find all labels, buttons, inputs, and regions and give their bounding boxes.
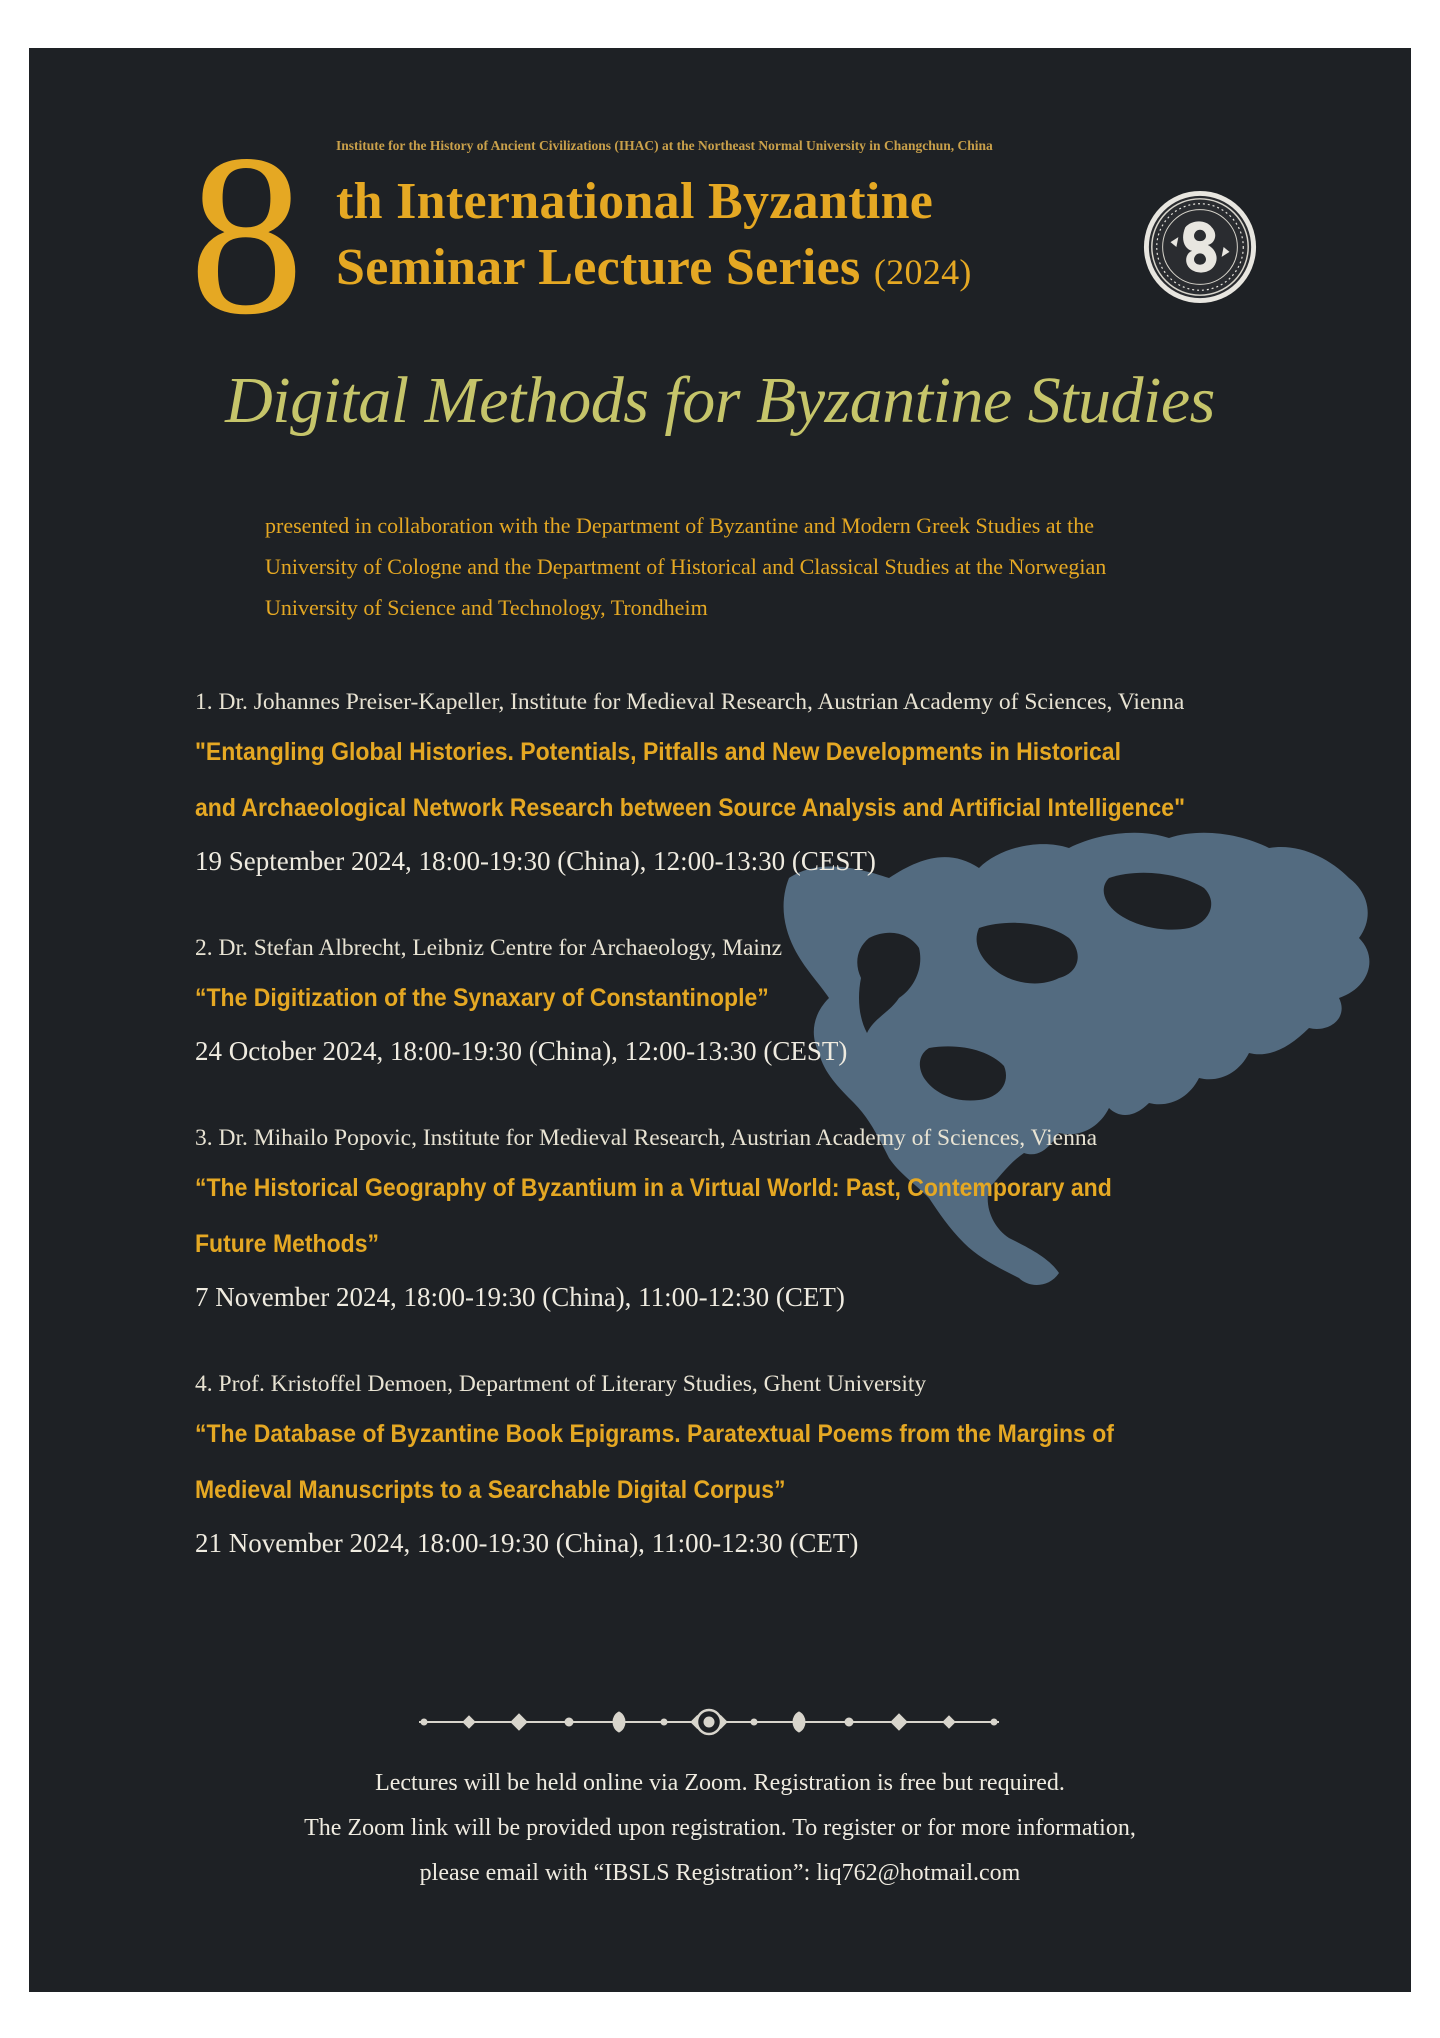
lecture-title: Medieval Manuscripts to a Searchable Digital Corpus” <box>195 1476 786 1504</box>
series-title-line-2 <box>336 238 972 297</box>
lecture-item <box>195 1116 1385 1322</box>
decorative-divider-icon <box>409 1702 1009 1742</box>
lecture-date: 24 October 2024, 18:00-19:30 (China), 12:00-13:30 (CEST) <box>195 1036 848 1066</box>
collaboration-note <box>265 505 1325 628</box>
lecture-item <box>195 1362 1385 1568</box>
lecture-series-subtitle: Digital Methods for Byzantine Studies <box>225 364 1215 437</box>
ihac-seal-icon <box>1141 188 1259 306</box>
lecture-list <box>195 680 1385 1608</box>
lecture-date: 21 November 2024, 18:00-19:30 (China), 11:00-12:30 (CET) <box>195 1528 859 1558</box>
lecture-speaker: 1. Dr. Johannes Preiser-Kapeller, Institute for Medieval Research, Austrian Academy of Sciences, Vienna <box>195 689 1185 715</box>
collaboration-line: University of Cologne and the Department of Historical and Classical Studies at the Norwegian <box>265 554 1107 579</box>
series-title-line-1: th International Byzantine <box>336 173 934 230</box>
lecture-item <box>195 680 1385 886</box>
lecture-speaker: 4. Prof. Kristoffel Demoen, Department of Literary Studies, Ghent University <box>195 1371 927 1397</box>
footer-line: Lectures will be held online via Zoom. Registration is free but required. <box>375 1770 1065 1796</box>
lecture-title: Future Methods” <box>195 1230 379 1258</box>
footer-line: The Zoom link will be provided upon registration. To register or for more information, <box>304 1815 1136 1841</box>
footer-line: please email with “IBSLS Registration”: liq762@hotmail.com <box>419 1860 1021 1886</box>
lecture-title: “The Database of Byzantine Book Epigrams. Paratextual Poems from the Margins of <box>195 1420 1114 1448</box>
lecture-item <box>195 926 1385 1076</box>
lecture-title: "Entangling Global Histories. Potentials, Pitfalls and New Developments in Historical <box>195 738 1121 766</box>
lecture-date: 19 September 2024, 18:00-19:30 (China), 12:00-13:30 (CEST) <box>195 846 876 876</box>
lecture-title: “The Historical Geography of Byzantium in a Virtual World: Past, Contemporary and <box>195 1174 1112 1202</box>
registration-info <box>29 1761 1411 1896</box>
lecture-speaker: 2. Dr. Stefan Albrecht, Leibniz Centre for Archaeology, Mainz <box>195 935 783 961</box>
poster <box>29 48 1411 1992</box>
series-title-text: Seminar Lecture Series <box>336 239 861 296</box>
lecture-title: “The Digitization of the Synaxary of Constantinople” <box>195 984 769 1012</box>
collaboration-line: presented in collaboration with the Department of Byzantine and Modern Greek Studies at the <box>265 513 1095 538</box>
institute-line: Institute for the History of Ancient Civilizations (IHAC) at the Northeast Normal University in Changchun, China <box>336 138 993 153</box>
lecture-date: 7 November 2024, 18:00-19:30 (China), 11:00-12:30 (CET) <box>195 1282 845 1312</box>
lecture-speaker: 3. Dr. Mihailo Popovic, Institute for Medieval Research, Austrian Academy of Sciences, Vienna <box>195 1125 1098 1151</box>
series-year: (2024) <box>873 252 972 292</box>
collaboration-line: University of Science and Technology, Trondheim <box>265 595 708 620</box>
lecture-title: and Archaeological Network Research between Source Analysis and Artificial Intelligence" <box>195 794 1185 822</box>
edition-number: 8 <box>189 107 300 362</box>
